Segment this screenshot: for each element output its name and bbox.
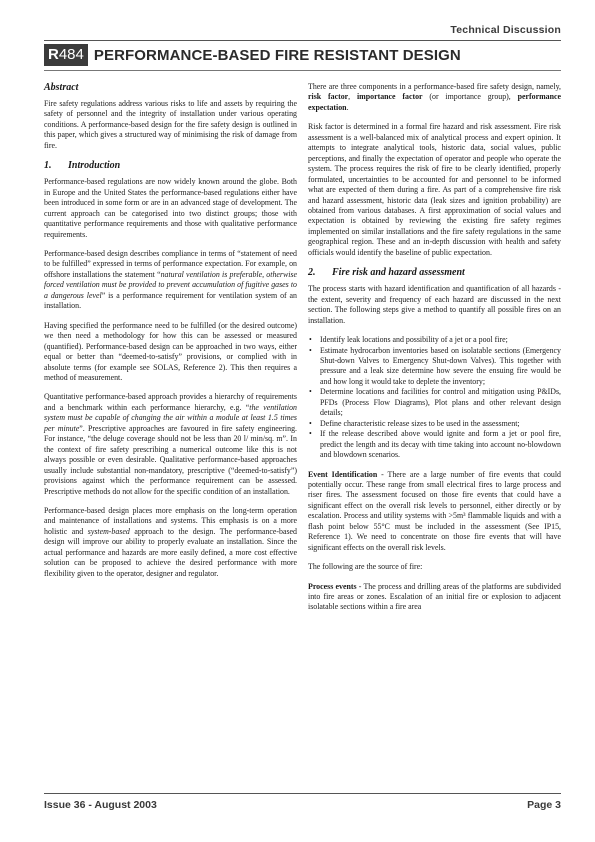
process-steps-list bbox=[308, 335, 561, 460]
badge-prefix: R bbox=[48, 46, 59, 63]
risk-factor-paragraph: Risk factor is determined in a formal fire hazard and risk assessment. Fire risk assessment is a well-balanced mix of analytical process and expert opinion. It attempts to integrate analytical tools, historic data, social values, public perceptions, and finally the expectation of operator and people who operate the system. The process requires the risk of fire to be clearly identified, properly formulated, uncertainties to be accounted for and personnel to be informed what are expected of them during a fire. As part of a comprehensive fire risk and hazard assessment, historic data (leak sizes and ignition probability) are obtained from various databases. A first approximation of social values and expectation is obtained by reviewing the existing fire safety regimes implemented on similar installations and the fire safety regulations in the same geographical region. These and an in-depth discussion with health and safety officials would identify the baseline of public expectation. bbox=[308, 122, 561, 257]
text-run: ”. Prescriptive approaches are favoured in fire safety engineering. For instance, “the deluge coverage should not be less than 20 l/ min/sq. m”. In the context of fire safety prescribing a numerical outcome like this is not always possible or even desirable. Qualitative performance-based approaches usually include substantial non-mandatory, prescriptive (“deemed-to-satisfy”) provisions against which the performance requirement can be assessed. Prescriptive methods do not allow for the specific condition of an installation. bbox=[44, 423, 297, 496]
left-column bbox=[44, 82, 297, 588]
text-run: Quantitative performance-based approach provides a hierarchy of requirements and a benchmark within each performance hierarchy, e.g. “ bbox=[44, 392, 297, 412]
list-item: • Identify leak locations and possibility of a jet or a pool fire; bbox=[308, 335, 561, 345]
intro-paragraph-5 bbox=[44, 506, 297, 579]
list-item: • If the release described above would ignite and form a jet or pool fire, predict the length and its decay with time taking into account no-blowdown and blowdown scenarios. bbox=[308, 429, 561, 460]
text-run: (or importance group), bbox=[422, 92, 518, 102]
text-run: , bbox=[348, 92, 357, 102]
report-number-badge bbox=[44, 44, 88, 66]
abstract-paragraph: Fire safety regulations address various risks to life and assets by requiring the safety of personnel and the integrity of installation under various operating conditions. A performance-based design for the fire safety design is outlined in this paper, which gives a structured way of minimising the risk of damage from fire. bbox=[44, 99, 297, 150]
issue-label: Issue 36 - August 2003 bbox=[44, 799, 157, 811]
fire-sources-paragraph: The following are the source of fire: bbox=[308, 562, 423, 572]
document-title: PERFORMANCE-BASED FIRE RESISTANT DESIGN bbox=[93, 46, 461, 64]
badge-number: 484 bbox=[58, 46, 84, 63]
text-run: ” is a performance requirement for ventilation system of an installation. bbox=[44, 290, 297, 311]
intro-paragraph-2 bbox=[44, 249, 297, 312]
text-run: There are three components in a performance-based fire safety design, namely, bbox=[308, 82, 561, 91]
top-divider bbox=[44, 40, 561, 41]
section-number: 2. bbox=[308, 267, 316, 279]
key-term: performance expectation bbox=[308, 92, 562, 112]
intro-paragraph-3: Having specified the performance need to be fulfilled (or the desired outcome) we then need a methodology for how this can be assessed or measured (quantified). Performance-based design can be approached in two ways, either equal or better than “deemed-to-satisfy” provisions, or complied with in absolute terms (for example see SOLAS, Reference 2). This then requires a method of measurement. bbox=[44, 320, 297, 382]
introduction-heading bbox=[44, 160, 297, 172]
text-run: Performance-based design places more emphasis on the long-term operation and maintenance of installations and systems. This emphasis is on a more holistic and bbox=[44, 505, 297, 536]
abstract-heading: Abstract bbox=[44, 82, 79, 93]
quoted-requirement: natural ventilation is preferable, otherwise forced ventilation must be provided to prevent accumulation of fugitive gases to a dangerous level bbox=[44, 269, 297, 300]
intro-paragraph-1: Performance-based regulations are now widely known around the globe. Both in Europe and the United States the performance-based regulations either have been introduced in some form or are in an advanced stage of development. The current approach can be categorised into two distinct groups; those with quantitative performance requirements and those with qualitative performance requirements. bbox=[44, 177, 297, 239]
fire-risk-heading bbox=[308, 267, 561, 279]
text-run: approach to the design. The performance-based design will improve our ability to properly evaluate an installation. Since the actual performance and hazards are more easily defined, a more cost effective solution can be proposed to achieve the desired performance with more flexibility given to the operator, designer and regulator. bbox=[44, 526, 298, 578]
text-run: - There are a large number of fire events that could potentially occur. These range from small electrical fires to large process and riser fires. The assessment focused on those fire events that could have a significant effect on the overall risk levels to personnel, either directly or by escalation. Process and utility systems with >5m³ flammable liquids and with a flash point below 55°C must be included in the assessment (See IP15, Reference 1). We need to concentrate on those fire events that will have significant effects on the overall risk levels. bbox=[308, 469, 561, 552]
key-term: importance factor bbox=[356, 92, 423, 102]
list-item: • Define characteristic release sizes to be used in the assessment; bbox=[308, 419, 561, 429]
section-number: 1. bbox=[44, 160, 52, 172]
run-in-heading: Event Identification bbox=[308, 469, 378, 479]
list-item: • Determine locations and facilities for control and mitigation using P&IDs, PFDs (Process Flow Diagrams), Plot plans and other relevant design details; bbox=[308, 387, 561, 418]
section-label: Technical Discussion bbox=[450, 24, 561, 36]
text-run: Performance-based design describes compliance in terms of “statement of need to be fulfilled” expressed in terms of performance expectation. For example, on offshore installations the statement “ bbox=[44, 248, 297, 279]
text-run: . bbox=[346, 102, 349, 112]
title-row bbox=[44, 44, 561, 66]
section-title: Introduction bbox=[68, 160, 121, 172]
quoted-requirement: the ventilation system must be capable of changing the air within a module at least 1.5 times per minute bbox=[44, 402, 297, 433]
intro-paragraph-4 bbox=[44, 392, 297, 497]
process-intro-paragraph: The process starts with hazard identification and quantification of all hazards - the extent, severity and frequency of each hazard are discussed in the next section. The following steps give a method to quantify all possible fires on an installation. bbox=[308, 284, 561, 325]
key-term: risk factor bbox=[308, 92, 349, 102]
footer-divider bbox=[44, 793, 561, 794]
event-identification-paragraph bbox=[308, 470, 561, 554]
list-item: • Estimate hydrocarbon inventories based on isolatable sections (Emergency Shut-down Valves to Emergency Shut-down Valves). This together with pressure and a leak size determine how severe the ensuing fire would be and how long it would take to deplete the inventory; bbox=[308, 346, 561, 388]
title-divider bbox=[44, 70, 561, 71]
text-run: - The process and drilling areas of the platforms are subdivided into fire areas or zones. Escalation of an initial fire or explosion to adjacent isolatable sections within a fire area bbox=[308, 581, 562, 612]
page-number: Page 3 bbox=[527, 799, 561, 811]
components-paragraph bbox=[308, 82, 561, 113]
right-column bbox=[308, 82, 561, 622]
run-in-heading: Process events bbox=[308, 581, 357, 591]
emphasis-text: system-based bbox=[87, 526, 130, 536]
section-title: Fire risk and hazard assessment bbox=[332, 267, 465, 279]
process-events-paragraph bbox=[308, 582, 561, 613]
